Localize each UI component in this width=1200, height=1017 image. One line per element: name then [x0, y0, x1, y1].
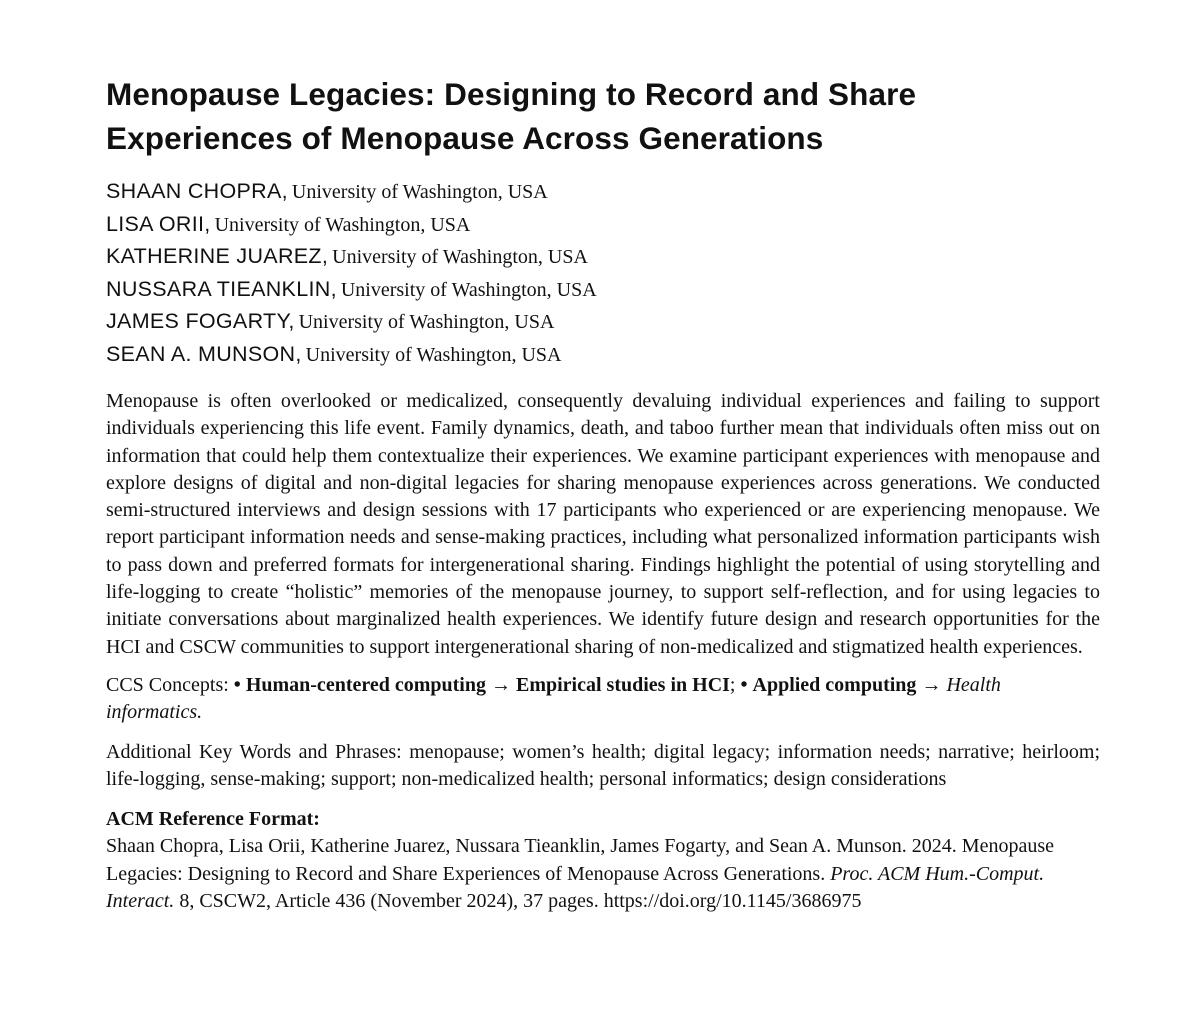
reference-title: Menopause Legacies: Designing to Record and Share Experiences of Menopause Across Generations. — [106, 835, 1054, 885]
author-separator: , — [330, 276, 337, 301]
author-separator: , — [281, 179, 288, 203]
author-affiliation: University of Washington, USA — [332, 246, 588, 268]
author-affiliation: University of Washington, USA — [214, 213, 471, 236]
reference-heading: ACM Reference Format: — [106, 808, 320, 831]
author-name: NUSSARA TIEANKLIN — [106, 276, 331, 301]
reference-authors: Shaan Chopra, Lisa Orii, Katherine Juarez, Nussara Tieanklin, James Fogarty, and Sean A. Munson. 2024. — [106, 835, 957, 858]
author-name: SHAAN CHOPRA — [106, 179, 282, 203]
author-separator: , — [204, 211, 211, 236]
author-affiliation: University of Washington, USA — [340, 278, 597, 301]
author-affiliation: University of Washington, USA — [298, 311, 555, 333]
ccs-concept-1: Human-centered computing — [245, 673, 486, 696]
ccs-arrow: → — [921, 673, 942, 696]
reference-details: 8, CSCW2, Article 436 (November 2024), 37 pages. https://doi.org/10.1145/3686975 — [179, 890, 862, 913]
author-separator: , — [321, 244, 329, 268]
author-separator: , — [288, 309, 295, 333]
author-entry — [106, 175, 1100, 208]
author-list — [106, 175, 1100, 370]
ccs-separator: ; — [729, 673, 736, 696]
author-entry — [106, 273, 1100, 306]
reference-venue: Proc. ACM Hum.-Comput. Interact. — [106, 862, 1045, 913]
title-line-2: Experiences of Menopause Across Generations — [106, 120, 824, 156]
ccs-bullet: • — [233, 673, 241, 696]
reference-format — [106, 833, 1100, 915]
author-entry — [106, 208, 1100, 241]
ccs-label: CCS Concepts: — [106, 673, 229, 696]
author-separator: , — [295, 341, 302, 366]
ccs-bullet: • — [740, 673, 748, 696]
author-entry — [106, 240, 1100, 273]
author-name: LISA ORII — [106, 211, 205, 236]
paper-first-page — [106, 72, 1100, 915]
abstract: Menopause is often overlooked or medicalized, consequently devaluing individual experiences and failing to support individuals experiencing this life event. Family dynamics, death, and taboo further mean that individuals often miss out on information that could help them contextualize their experiences. We examine participant experiences with menopause and explore designs of digital and non-digital legacies for sharing menopause experiences across generations. We conducted semi-structured interviews and design sessions with 17 participants who experienced or are experiencing menopause. We report participant information needs and sense-making practices, including what personalized information participants wish to pass down and preferred formats for intergenerational sharing. Findings highlight the potential of using storytelling and life-logging to create “holistic” memories of the menopause journey, to support self-reflection, and for using legacies to initiate conversations about marginalized health experiences. We identify future design and research opportunities for the HCI and CSCW communities to support intergenerational sharing of non-medicalized and stigmatized health experiences. — [106, 390, 1100, 658]
author-affiliation: University of Washington, USA — [305, 343, 562, 366]
keywords — [106, 739, 1100, 794]
paper-title — [106, 72, 1100, 160]
ccs-arrow: → — [491, 673, 511, 696]
author-entry — [106, 338, 1100, 371]
author-entry — [106, 305, 1100, 338]
keywords-text: menopause; women’s health; digital legacy; information needs; narrative; heirloom; life-logging, sense-making; support; non-medicalized health; personal informatics; design considerations — [106, 740, 1101, 790]
author-name: JAMES FOGARTY — [106, 309, 289, 333]
ccs-concept-2-sub: Health informatics — [106, 673, 1001, 724]
ccs-concepts — [106, 672, 1100, 727]
ccs-end: . — [197, 701, 203, 724]
title-line-1: Menopause Legacies: Designing to Record and Share — [106, 76, 917, 112]
author-affiliation: University of Washington, USA — [291, 181, 548, 203]
author-name: SEAN A. MUNSON — [106, 341, 296, 366]
ccs-concept-1-sub: Empirical studies in HCI — [516, 673, 730, 696]
keywords-label: Additional Key Words and Phrases: — [106, 740, 402, 763]
ccs-concept-2: Applied computing — [752, 673, 917, 696]
author-name: KATHERINE JUAREZ — [106, 244, 322, 268]
